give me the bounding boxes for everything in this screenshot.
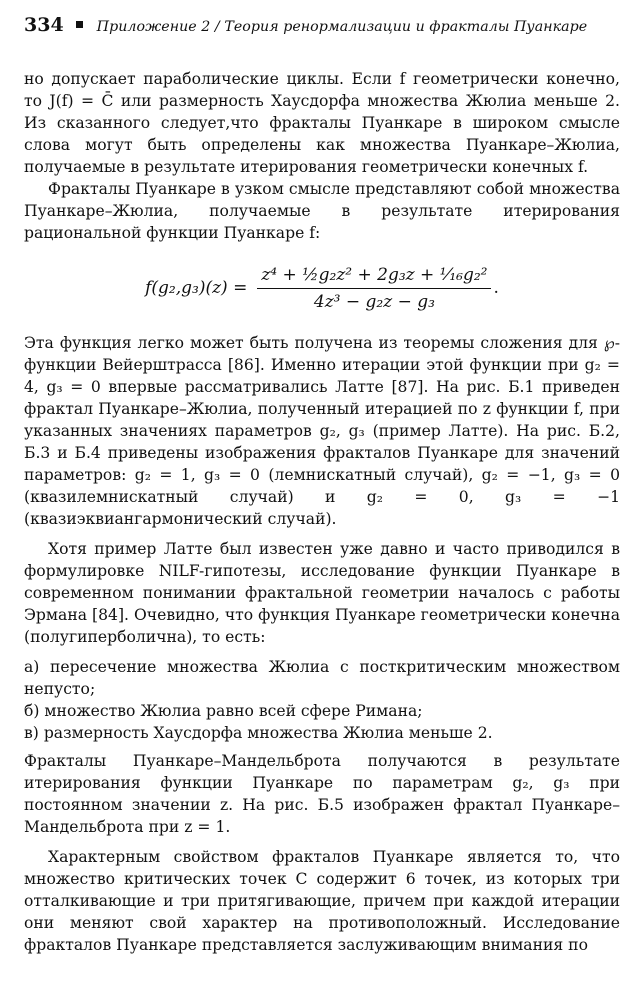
spacer xyxy=(24,530,620,538)
formula-denominator: 4z³ − g₂z − g₃ xyxy=(313,291,435,312)
formula-fraction xyxy=(257,265,491,312)
formula-period: . xyxy=(493,278,499,298)
property-list xyxy=(24,656,620,744)
paragraph-3: Эта функция легко может быть получена из теоремы сложения для ℘-функции Вейерштрасса [86]. Именно итерации этой функции при g₂ = 4, g₃ = 0 впервые рассматривались Латте [87]. На рис. Б.1 приведен фрактал Пуанкаре–Жюлиа, полученный итерацией по z функции f, при указанных значениях параметров g₂, g₃ (пример Латте). На рис. Б.2, Б.3 и Б.4 приведены изображения фракталов Пуанкаре для значений параметров: g₂ = 1, g₃ = 0 (лемнискатный случай), g₂ = −1, g₃ = 0 (квазилемнискатный случай) и g₂ = 0, g₃ = −1 (квазиэквиангармонический случай). xyxy=(24,334,620,528)
header-bullet-icon xyxy=(76,21,83,28)
paragraph-1: но допускает параболические циклы. Если f геометрически конечно, то J(f) = C̄ или размерность Хаусдорфа множества Жюлиа меньше 2. Из сказанного следует,что фракталы Пуанкаре в широком смысле слова могут быть определены как множества Пуанкаре–Жюлиа, получаемые в результате итерирования геометрически конечных f. xyxy=(24,70,620,176)
formula-lhs: f(g₂,g₃)(z) = xyxy=(145,278,248,298)
paragraph-6: Характерным свойством фракталов Пуанкаре является то, что множество критических точек C содержит 6 точек, из которых три отталкивающие и три притягивающие, причем при каждой итерации они меняют свой характер на противоположный. Исследование фракталов Пуанкаре представляется заслуживающим внимания по xyxy=(24,848,620,954)
formula-numerator: z⁴ + ½g₂z² + 2g₃z + ¹⁄₁₆g₂² xyxy=(257,265,491,289)
paragraph-5: Фракталы Пуанкаре–Мандельброта получаются в результате итерирования функции Пуанкаре по параметрам g₂, g₃ при постоянном значении z. На рис. Б.5 изображен фрактал Пуанкаре–Мандельброта при z = 1. xyxy=(24,752,620,836)
running-title: Приложение 2 / Теория ренормализации и фракталы Пуанкаре xyxy=(96,19,588,35)
page-number: 334 xyxy=(24,14,64,36)
list-item: а) пересечение множества Жюлиа с посткритическим множеством непусто; xyxy=(24,658,620,698)
paragraph-4: Хотя пример Латте был известен уже давно и часто приводился в формулировке NILF-гипотезы, исследование функции Пуанкаре в современном понимании фрактальной геометрии началось с работы Эрмана [84]. Очевидно, что функция Пуанкаре геометрически конечна (полугиперболична), то есть: xyxy=(24,540,620,646)
running-header xyxy=(24,14,620,48)
book-page xyxy=(24,14,620,956)
poincare-function-formula xyxy=(24,244,620,332)
list-item: в) размерность Хаусдорфа множества Жюлиа меньше 2. xyxy=(24,724,493,742)
spacer xyxy=(24,838,620,846)
list-item: б) множество Жюлиа равно всей сфере Римана; xyxy=(24,702,423,720)
paragraph-2: Фракталы Пуанкаре в узком смысле представляют собой множества Пуанкаре–Жюлиа, получаемые в результате итерирования рациональной функции Пуанкаре f: xyxy=(24,180,620,242)
